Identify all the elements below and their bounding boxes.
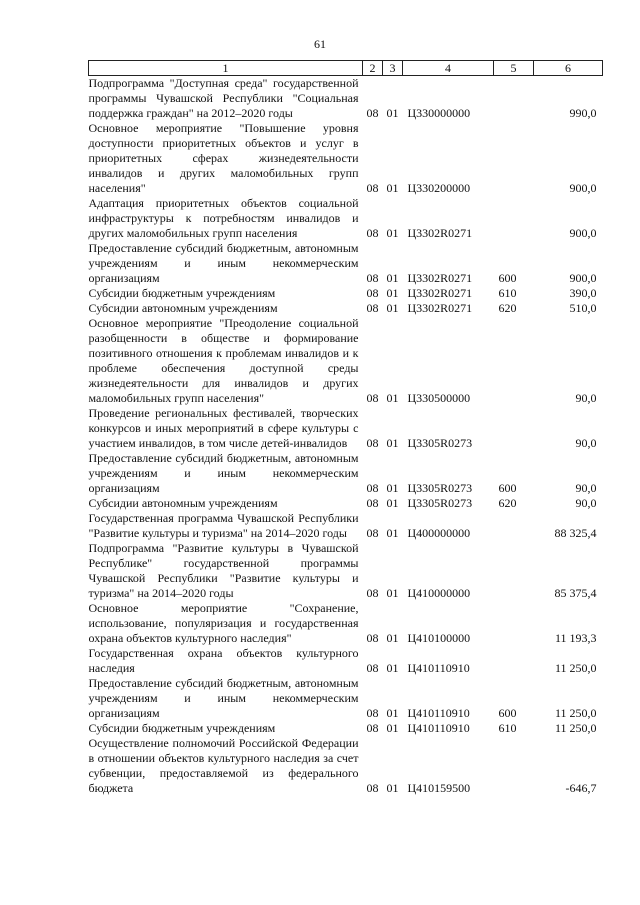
row-expense-type — [494, 601, 534, 646]
row-subsection: 01 — [386, 286, 399, 300]
row-amount: 90,0 — [575, 436, 597, 450]
row-section: 08 — [366, 526, 379, 540]
row-subsection: 01 — [386, 706, 399, 720]
row-amount: 11 193,3 — [554, 631, 597, 645]
row-expense-type: 610 — [498, 286, 517, 300]
row-subsection: 01 — [386, 496, 399, 510]
row-subsection: 01 — [386, 661, 399, 675]
row-amount: 90,0 — [575, 391, 597, 405]
budget-table — [88, 60, 603, 796]
row-name: Предоставление субсидий бюджетным, автономным учреждениям и иным некоммерческим организациям — [88, 451, 359, 495]
table-row — [89, 541, 603, 601]
row-target-code: Ц330500000 — [407, 391, 471, 405]
row-name: Подпрограмма "Развитие культуры в Чувашской Республике" государственной программы Чувашской Республики "Развитие культуры и туризма" на 2014–2020 годы — [88, 541, 359, 600]
row-name: Адаптация приоритетных объектов социальной инфраструктуры к потребностям инвалидов и других маломобильных групп населения — [88, 196, 359, 240]
row-expense-type — [494, 511, 534, 541]
row-expense-type — [494, 406, 534, 451]
row-section: 08 — [366, 706, 379, 720]
row-name: Предоставление субсидий бюджетным, автономным учреждениям и иным некоммерческим организациям — [88, 676, 359, 720]
row-amount: 90,0 — [575, 496, 597, 510]
row-amount: 85 375,4 — [554, 586, 597, 600]
row-subsection: 01 — [386, 781, 399, 795]
row-name: Государственная программа Чувашской Республики "Развитие культуры и туризма" на 2014–2020 годы — [88, 511, 359, 540]
row-amount: 510,0 — [569, 301, 597, 315]
row-amount: -646,7 — [565, 781, 597, 795]
row-target-code: Ц3302R0271 — [407, 286, 473, 300]
row-target-code: Ц330000000 — [407, 106, 471, 120]
row-expense-type — [494, 646, 534, 676]
row-section: 08 — [366, 781, 379, 795]
row-target-code: Ц410159500 — [407, 781, 471, 795]
row-amount: 90,0 — [575, 481, 597, 495]
table-row — [89, 196, 603, 241]
row-name: Субсидии автономным учреждениям — [88, 301, 278, 315]
row-section: 08 — [366, 436, 379, 450]
row-section: 08 — [366, 271, 379, 285]
row-target-code: Ц3302R0271 — [407, 226, 473, 240]
row-amount: 88 325,4 — [554, 526, 597, 540]
table-row — [89, 286, 603, 301]
row-name: Предоставление субсидий бюджетным, автономным учреждениям и иным некоммерческим организациям — [88, 241, 359, 285]
row-expense-type: 620 — [498, 301, 517, 315]
row-amount: 11 250,0 — [554, 721, 597, 735]
row-subsection: 01 — [386, 226, 399, 240]
row-subsection: 01 — [386, 721, 399, 735]
row-target-code: Ц410000000 — [407, 586, 471, 600]
row-name: Субсидии бюджетным учреждениям — [88, 721, 276, 735]
row-section: 08 — [366, 286, 379, 300]
row-amount: 900,0 — [569, 271, 597, 285]
row-target-code: Ц410110910 — [407, 706, 470, 720]
page-number: 61 — [314, 37, 326, 51]
row-subsection: 01 — [386, 301, 399, 315]
row-target-code: Ц410110910 — [407, 661, 470, 675]
row-name: Государственная охрана объектов культурного наследия — [88, 646, 359, 675]
row-subsection: 01 — [386, 481, 399, 495]
row-expense-type: 600 — [498, 481, 517, 495]
row-name: Основное мероприятие "Преодоление социальной разобщенности в обществе и формирование позитивного отношения к проблемам инвалидов и к проблеме обеспечения доступной среды жизнедеятельности для инвалидов и других маломобильных групп населения" — [88, 316, 359, 405]
row-amount: 900,0 — [569, 181, 597, 195]
row-section: 08 — [366, 106, 379, 120]
col-header-amount: 6 — [534, 61, 603, 76]
row-section: 08 — [366, 226, 379, 240]
table-row — [89, 301, 603, 316]
row-subsection: 01 — [386, 106, 399, 120]
row-section: 08 — [366, 181, 379, 195]
row-name: Подпрограмма "Доступная среда" государственной программы Чувашской Республики "Социальная поддержка граждан" на 2012–2020 годы — [88, 76, 359, 120]
row-target-code: Ц400000000 — [407, 526, 471, 540]
table-row — [89, 721, 603, 736]
row-name: Проведение региональных фестивалей, творческих конкурсов и иных мероприятий в сфере культуры с участием инвалидов, в том числе детей-инвалидов — [88, 406, 359, 450]
row-target-code: Ц330200000 — [407, 181, 471, 195]
row-expense-type: 610 — [498, 721, 517, 735]
row-section: 08 — [366, 391, 379, 405]
row-section: 08 — [366, 661, 379, 675]
row-name: Основное мероприятие "Сохранение, использование, популяризация и государственная охрана объектов культурного наследия" — [88, 601, 359, 645]
row-subsection: 01 — [386, 586, 399, 600]
row-expense-type — [494, 736, 534, 796]
row-target-code: Ц410110910 — [407, 721, 470, 735]
row-target-code: Ц3305R0273 — [407, 481, 473, 495]
col-header-target-code: 4 — [403, 61, 494, 76]
row-name: Субсидии бюджетным учреждениям — [88, 286, 276, 300]
row-subsection: 01 — [386, 526, 399, 540]
table-row — [89, 316, 603, 406]
row-subsection: 01 — [386, 271, 399, 285]
row-expense-type — [494, 121, 534, 196]
row-subsection: 01 — [386, 181, 399, 195]
row-expense-type — [494, 316, 534, 406]
row-expense-type: 600 — [498, 271, 517, 285]
row-amount: 11 250,0 — [554, 706, 597, 720]
row-expense-type: 600 — [498, 706, 517, 720]
col-header-subsection: 3 — [383, 61, 403, 76]
row-section: 08 — [366, 631, 379, 645]
row-expense-type — [494, 541, 534, 601]
row-section: 08 — [366, 586, 379, 600]
table-row — [89, 496, 603, 511]
table-row — [89, 601, 603, 646]
row-section: 08 — [366, 301, 379, 315]
table-row — [89, 241, 603, 286]
table-row — [89, 646, 603, 676]
table-row — [89, 736, 603, 796]
row-expense-type: 620 — [498, 496, 517, 510]
row-subsection: 01 — [386, 631, 399, 645]
row-target-code: Ц3302R0271 — [407, 301, 473, 315]
row-amount: 390,0 — [569, 286, 597, 300]
row-name: Основное мероприятие "Повышение уровня доступности приоритетных объектов и услуг в приоритетных сферах жизнедеятельности инвалидов и других маломобильных групп населения" — [88, 121, 359, 195]
row-section: 08 — [366, 721, 379, 735]
table-row — [89, 76, 603, 122]
table-header-row — [89, 61, 603, 76]
row-name: Осуществление полномочий Российской Федерации в отношении объектов культурного наследия за счет субвенции, предоставляемой из федерального бюджета — [88, 736, 359, 795]
col-header-section: 2 — [363, 61, 383, 76]
row-target-code: Ц3305R0273 — [407, 496, 473, 510]
row-expense-type — [494, 76, 534, 122]
row-section: 08 — [366, 481, 379, 495]
row-subsection: 01 — [386, 436, 399, 450]
col-header-name: 1 — [89, 61, 363, 76]
table-row — [89, 406, 603, 451]
row-amount: 900,0 — [569, 226, 597, 240]
table-row — [89, 511, 603, 541]
table-body — [89, 76, 603, 797]
row-name: Субсидии автономным учреждениям — [88, 496, 278, 510]
row-expense-type — [494, 196, 534, 241]
table-row — [89, 451, 603, 496]
row-target-code: Ц410100000 — [407, 631, 471, 645]
col-header-expense-type: 5 — [494, 61, 534, 76]
row-target-code: Ц3305R0273 — [407, 436, 473, 450]
row-amount: 990,0 — [569, 106, 597, 120]
row-section: 08 — [366, 496, 379, 510]
row-subsection: 01 — [386, 391, 399, 405]
row-target-code: Ц3302R0271 — [407, 271, 473, 285]
row-amount: 11 250,0 — [554, 661, 597, 675]
table-row — [89, 121, 603, 196]
table-row — [89, 676, 603, 721]
